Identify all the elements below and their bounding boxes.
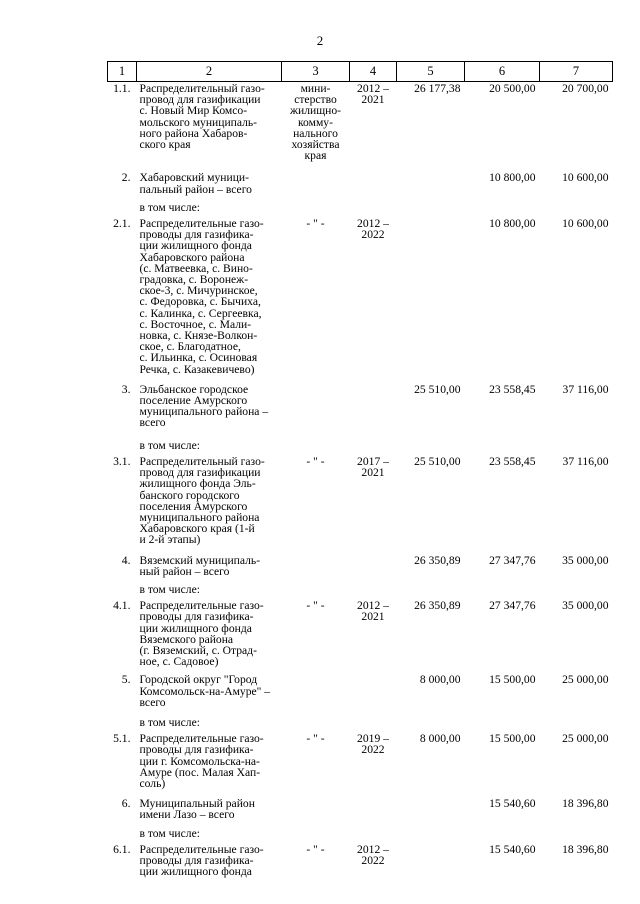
- row-responsible: [282, 171, 350, 200]
- table-row: [108, 843, 613, 878]
- row-value-col6: 15 540,60: [489, 842, 536, 856]
- table-row: [108, 716, 613, 732]
- row-value-col6: [465, 716, 540, 732]
- table-row: [108, 673, 613, 716]
- row-index: 4.: [121, 553, 131, 567]
- header-cell-5: 5: [397, 62, 465, 82]
- row-value-col5: 25 510,00: [414, 454, 461, 468]
- table-body: [108, 82, 613, 878]
- row-name: в том числе:: [139, 715, 200, 729]
- row-period: 2012 – 2022: [357, 217, 389, 242]
- row-value-col7: 20 700,00: [562, 82, 609, 95]
- row-value-col5: 8 000,00: [419, 673, 461, 687]
- row-value-col7: [540, 583, 613, 599]
- row-value-col7: 10 600,00: [562, 217, 609, 231]
- row-period: 2012 – 2022: [357, 842, 389, 867]
- row-value-col7: 35 000,00: [562, 553, 609, 567]
- table-row: [108, 797, 613, 826]
- row-name: Эльбанское городское поселение Амурского муниципального района – всего: [139, 382, 269, 430]
- row-value-col5: [397, 201, 465, 217]
- row-name: в том числе:: [139, 438, 200, 452]
- table-row: [108, 217, 613, 383]
- table-row: [108, 439, 613, 455]
- row-responsible: - " -: [306, 599, 325, 613]
- row-period: [350, 171, 397, 200]
- row-responsible: [282, 383, 350, 439]
- table-row: [108, 171, 613, 200]
- row-period: 2019 – 2022: [357, 732, 389, 757]
- table-row: [108, 599, 613, 673]
- row-value-col7: [540, 201, 613, 217]
- header-cell-1: 1: [108, 62, 137, 82]
- row-value-col5: [397, 171, 465, 200]
- row-responsible: [282, 201, 350, 217]
- row-responsible: - " -: [306, 454, 325, 468]
- row-value-col5: 26 177,38: [414, 82, 461, 95]
- row-responsible: [282, 797, 350, 826]
- row-responsible: [282, 439, 350, 455]
- row-value-col7: 35 000,00: [562, 599, 609, 613]
- row-period: [350, 797, 397, 826]
- row-index: 1.1.: [113, 82, 131, 95]
- row-index: 5.: [121, 673, 131, 687]
- row-value-col7: 18 396,80: [562, 842, 609, 856]
- row-value-col6: 10 800,00: [489, 171, 536, 185]
- row-responsible: [282, 554, 350, 583]
- row-name: Распределительные газо- проводы для газифика- ции г. Комсомольска-на- Амуре (пос. Малая Хап- соль): [139, 732, 264, 790]
- row-responsible: - " -: [306, 732, 325, 746]
- row-value-col6: 15 500,00: [489, 732, 536, 746]
- row-value-col6: 23 558,45: [489, 382, 536, 396]
- row-period: [350, 201, 397, 217]
- row-index: [108, 201, 137, 217]
- row-period: [350, 827, 397, 843]
- row-value-col6: 27 347,76: [489, 599, 536, 613]
- row-responsible: [282, 827, 350, 843]
- row-name: Хабаровский муници- пальный район – всего: [139, 171, 252, 196]
- row-value-col5: 26 350,89: [414, 599, 461, 613]
- row-index: [108, 583, 137, 599]
- row-name: в том числе:: [139, 200, 200, 214]
- row-responsible: [282, 583, 350, 599]
- table-row: [108, 455, 613, 554]
- row-value-col6: 10 800,00: [489, 217, 536, 231]
- row-value-col6: 15 500,00: [489, 673, 536, 687]
- header-cell-3: 3: [282, 62, 350, 82]
- row-period: [350, 673, 397, 716]
- header-cell-7: 7: [540, 62, 613, 82]
- row-name: Распределительные газо- проводы для газифика- ции жилищного фонда Вяземского района (г. Вяземский, с. Отрад- ное, с. Садовое): [139, 599, 264, 669]
- row-name: Городской округ "Город Комсомольск-на-Амуре" – всего: [139, 673, 271, 709]
- row-responsible: мини- стерство жилищно- комму- нального хозяйства края: [290, 82, 341, 163]
- row-index: 2.1.: [113, 217, 131, 231]
- row-index: 6.: [121, 797, 131, 811]
- row-value-col6: 23 558,45: [489, 454, 536, 468]
- row-responsible: - " -: [306, 217, 325, 231]
- header-cell-4: 4: [350, 62, 397, 82]
- row-value-col6: 15 540,60: [489, 797, 536, 811]
- row-responsible: [282, 716, 350, 732]
- row-value-col7: [540, 827, 613, 843]
- row-period: [350, 716, 397, 732]
- header-cell-2: 2: [137, 62, 282, 82]
- page-number: 2: [316, 33, 324, 48]
- row-name: Распределительный газо- провод для газификации жилищного фонда Эль- банского городского поселения Амурского муниципального района Хабаровского края (1-й и 2-й этапы): [139, 454, 265, 547]
- row-period: [350, 554, 397, 583]
- table-row: [108, 583, 613, 599]
- row-name: Распределительные газо- проводы для газифика- ции жилищного фонда Хабаровского района (с. Матвеевка, с. Вино- градовка, с. Воронеж- ское-3, с. Мичуринское, с. Федоровка, с. Бычиха, с. Калинка, с. Сергеевка, с. Восточное, с. Мали- новка, с. Князе-Волкон- ское, с. Благодатное, с. Ильинка, с. Осиновая Речка, с. Казакевичево): [139, 217, 264, 376]
- row-name: Распределительные газо- проводы для газифика- ции жилищного фонда: [139, 842, 264, 879]
- row-period: 2012 – 2021: [357, 599, 389, 624]
- row-value-col5: [397, 716, 465, 732]
- table-row: [108, 82, 613, 172]
- row-value-col5: [397, 797, 465, 826]
- row-value-col7: 10 600,00: [562, 171, 609, 185]
- row-name: в том числе:: [139, 582, 200, 596]
- row-index: 3.1.: [113, 454, 131, 468]
- row-value-col5: [397, 439, 465, 455]
- table-row: [108, 201, 613, 217]
- row-value-col6: [465, 439, 540, 455]
- row-name: Муниципальный район имени Лазо – всего: [139, 797, 255, 822]
- row-name: Распределительный газо- провод для газификации с. Новый Мир Комсо- мольского муниципаль- ного района Хабаров- ского края: [139, 82, 265, 152]
- row-value-col7: 37 116,00: [562, 382, 609, 396]
- table-header: [108, 62, 613, 82]
- row-value-col6: [465, 201, 540, 217]
- row-name: Вяземский муниципаль- ный район – всего: [139, 553, 261, 578]
- row-index: 4.1.: [113, 599, 131, 613]
- row-index: 2.: [121, 171, 131, 185]
- row-period: [350, 439, 397, 455]
- table-row: [108, 383, 613, 439]
- row-period: 2012 – 2021: [357, 82, 389, 107]
- row-period: 2017 – 2021: [357, 454, 389, 480]
- header-cell-6: 6: [465, 62, 540, 82]
- row-responsible: - " -: [306, 842, 325, 856]
- row-value-col5: [397, 843, 465, 878]
- table-row: [108, 554, 613, 583]
- row-value-col5: [397, 583, 465, 599]
- row-value-col5: [397, 827, 465, 843]
- row-value-col5: 25 510,00: [414, 382, 461, 396]
- row-value-col6: [465, 827, 540, 843]
- row-index: [108, 827, 137, 843]
- row-value-col6: 20 500,00: [489, 82, 536, 95]
- row-period: [350, 383, 397, 439]
- row-period: [350, 583, 397, 599]
- row-index: 5.1.: [113, 732, 131, 746]
- row-index: [108, 716, 137, 732]
- row-name: в том числе:: [139, 826, 200, 840]
- row-index: [108, 439, 137, 455]
- row-value-col5: 8 000,00: [419, 732, 461, 746]
- program-table: [107, 61, 613, 877]
- row-value-col7: 18 396,80: [562, 797, 609, 811]
- row-value-col6: 27 347,76: [489, 553, 536, 567]
- row-value-col7: [540, 439, 613, 455]
- row-value-col7: [540, 716, 613, 732]
- row-value-col7: 37 116,00: [562, 454, 609, 468]
- table-row: [108, 827, 613, 843]
- row-index: 6.1.: [113, 842, 131, 856]
- row-value-col5: [397, 217, 465, 383]
- row-value-col7: 25 000,00: [562, 732, 609, 746]
- row-value-col7: 25 000,00: [562, 673, 609, 687]
- row-value-col5: 26 350,89: [414, 553, 461, 567]
- row-index: 3.: [121, 382, 131, 396]
- row-value-col6: [465, 583, 540, 599]
- row-responsible: [282, 673, 350, 716]
- table-row: [108, 732, 613, 797]
